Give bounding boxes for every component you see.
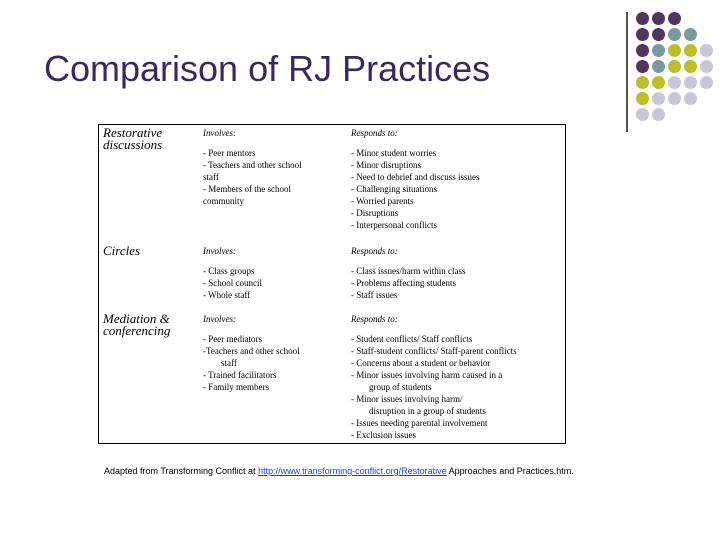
list-item: - Whole staff — [203, 290, 251, 300]
decorative-dot — [668, 76, 681, 89]
list-item: - Class issues/harm within class — [351, 266, 466, 276]
practice-label — [99, 243, 200, 311]
responds-header: Responds to: — [351, 314, 398, 324]
involves-cell — [199, 263, 347, 311]
list-item: - Members of the school — [203, 184, 291, 194]
table-header-row — [99, 125, 566, 146]
practice-label-line: Circles — [103, 243, 141, 258]
practice-label-line: discussions — [103, 137, 163, 152]
decorative-dot — [652, 108, 665, 121]
decorative-dot — [668, 12, 681, 25]
decorative-dot — [652, 76, 665, 89]
decorative-dot — [636, 44, 649, 57]
divider-line — [626, 12, 628, 132]
decorative-dot — [684, 92, 697, 105]
list-item: - Challenging situations — [351, 184, 437, 194]
responds-cell — [347, 263, 566, 311]
involves-cell — [199, 145, 347, 243]
practice-label-line: Restorative — [103, 125, 163, 140]
decorative-dot — [636, 60, 649, 73]
involves-header: Involves: — [203, 314, 236, 324]
decorative-dot — [700, 60, 713, 73]
decorative-dot — [668, 28, 681, 41]
list-item: - Interpersonal conflicts — [351, 220, 437, 230]
involves-header: Involves: — [203, 128, 236, 138]
decorative-dot — [652, 12, 665, 25]
decorative-dot — [684, 76, 697, 89]
practice-label-line: conferencing — [103, 323, 171, 338]
list-item: - Minor issues involving harm caused in a — [351, 370, 503, 380]
list-item: - Class groups — [203, 266, 255, 276]
list-item: - Disruptions — [351, 208, 399, 218]
responds-header: Responds to: — [351, 128, 398, 138]
decorative-dot — [700, 44, 713, 57]
list-item: - Exclusion issues — [351, 430, 416, 440]
list-item: - Need to debrief and discuss issues — [351, 172, 480, 182]
table-header-row — [99, 311, 566, 331]
list-item: - Worried parents — [351, 196, 414, 206]
list-item: community — [203, 196, 244, 206]
decorative-dot — [636, 76, 649, 89]
list-item: - Trained facilitators — [203, 370, 277, 380]
list-item: - Peer mentors — [203, 148, 256, 158]
list-item: - School council — [203, 278, 262, 288]
source-footer — [104, 466, 574, 476]
decorative-dot — [652, 92, 665, 105]
decorative-dot — [668, 44, 681, 57]
decorative-dot — [684, 28, 697, 41]
list-item: - Issues needing parental involvement — [351, 418, 488, 428]
source-link[interactable]: http://www.transforming-conflict.org/Restorative — [258, 466, 447, 476]
involves-cell — [199, 331, 347, 444]
list-item: group of students — [369, 382, 432, 392]
practice-label-line: Mediation & — [103, 311, 170, 326]
decorative-dot — [700, 76, 713, 89]
decorative-dot — [636, 12, 649, 25]
decorative-dot — [668, 92, 681, 105]
list-item: - Staff-student conflicts/ Staff-parent conflicts — [351, 346, 517, 356]
decorative-dot — [684, 44, 697, 57]
list-item: - Concerns about a student or behavior — [351, 358, 491, 368]
list-item: - Student conflicts/ Staff conflicts — [351, 334, 473, 344]
list-item: - Minor student worries — [351, 148, 437, 158]
list-item: -Teachers and other school — [203, 346, 300, 356]
list-item: staff — [203, 172, 219, 182]
decorative-dot — [636, 92, 649, 105]
decorative-dot — [668, 60, 681, 73]
decorative-dot — [652, 44, 665, 57]
decorative-dot — [652, 28, 665, 41]
footer-suffix: Approaches and Practices.htm. — [446, 466, 574, 476]
list-item: staff — [221, 358, 237, 368]
list-item: - Peer mediators — [203, 334, 262, 344]
list-item: - Minor disruptions — [351, 160, 422, 170]
practice-label — [99, 311, 200, 444]
list-item: - Teachers and other school — [203, 160, 302, 170]
list-item: - Problems affecting students — [351, 278, 457, 288]
list-item: - Staff issues — [351, 290, 398, 300]
list-item: disruption in a group of students — [369, 406, 486, 416]
comparison-table — [98, 124, 566, 444]
list-item: - Minor issues involving harm/ — [351, 394, 463, 404]
list-item: - Family members — [203, 382, 269, 392]
decorative-dot — [684, 60, 697, 73]
footer-prefix: Adapted from Transforming Conflict at — [104, 466, 259, 476]
decorative-dot — [636, 28, 649, 41]
responds-cell — [347, 145, 566, 243]
decorative-dot — [636, 108, 649, 121]
table-header-row — [99, 243, 566, 263]
page-title: Comparison of RJ Practices — [44, 48, 491, 89]
decorative-dot — [652, 60, 665, 73]
involves-header: Involves: — [203, 246, 236, 256]
responds-header: Responds to: — [351, 246, 398, 256]
practice-label — [99, 125, 200, 244]
responds-cell — [347, 331, 566, 444]
